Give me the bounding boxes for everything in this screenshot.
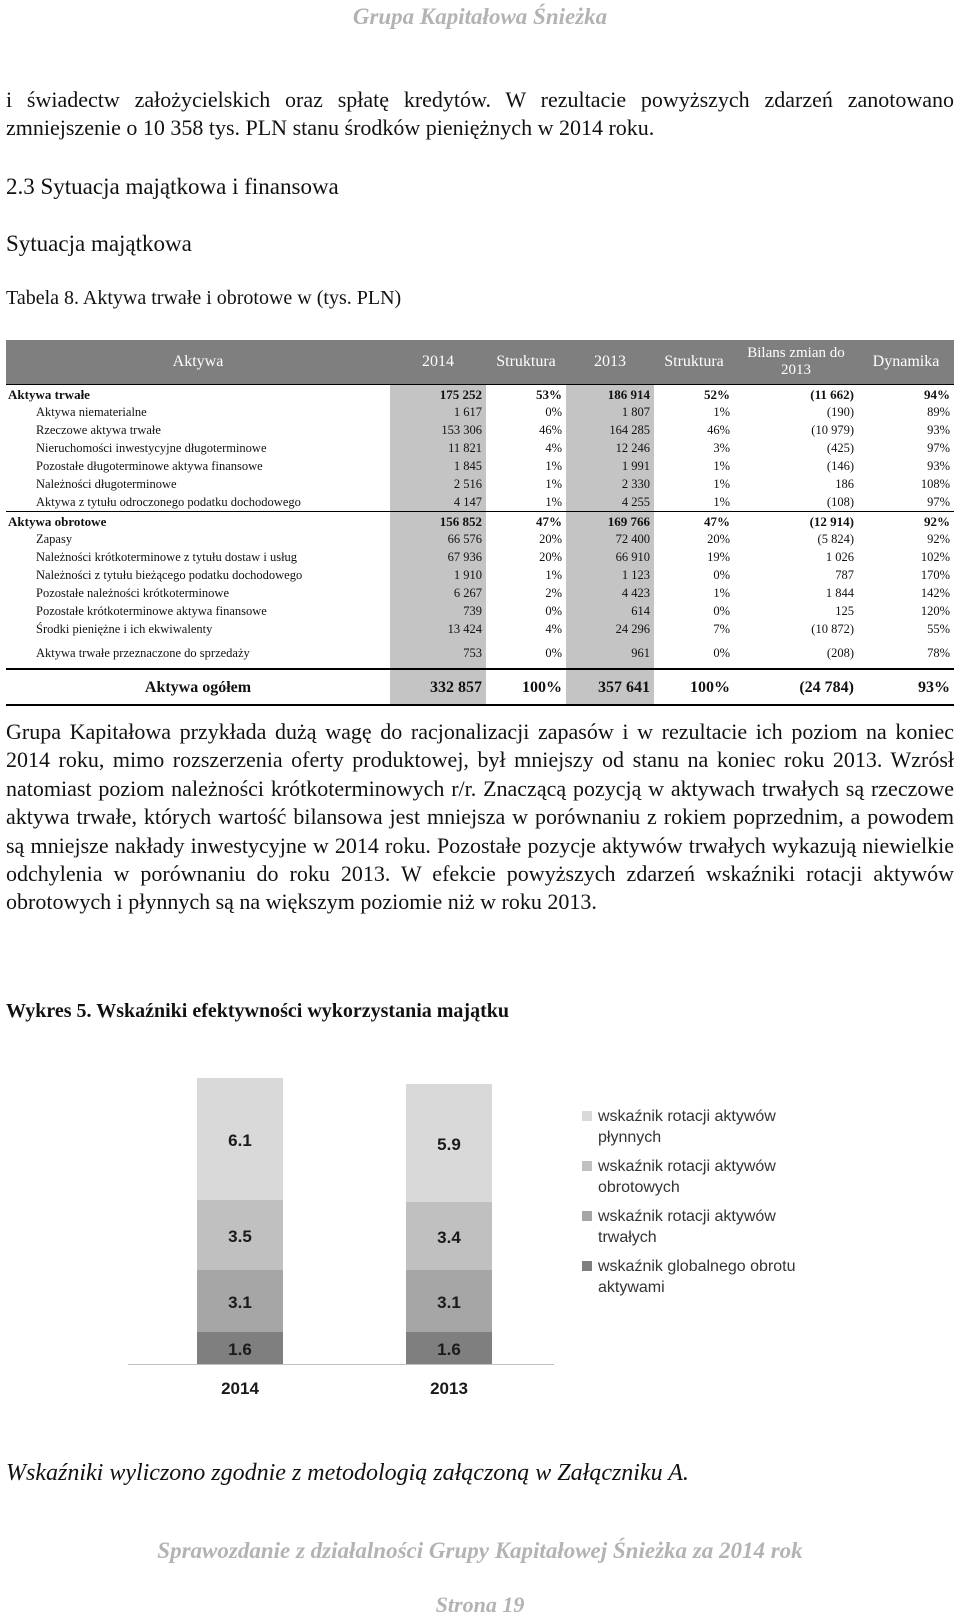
table-cell: 1 807	[566, 403, 654, 421]
header-dynamika: Dynamika	[858, 340, 954, 385]
table-row	[6, 548, 954, 566]
legend-label: wskaźnik rotacji aktywów obrotowych	[598, 1158, 776, 1196]
table-cell: 100%	[654, 669, 734, 705]
table-cell: 175 252	[390, 385, 486, 404]
table-cell: 7%	[713, 621, 730, 636]
table-spacer-row	[6, 662, 954, 669]
table-cell: (146)	[826, 458, 854, 473]
table-cell: (12 914)	[734, 512, 858, 531]
table-cell	[566, 662, 654, 669]
table-cell: 13 424	[390, 620, 486, 638]
table-cell: 156 852	[390, 512, 486, 531]
table-row	[6, 620, 954, 638]
body-paragraph: Grupa Kapitałowa przykłada dużą wagę do racjonalizacji zapasów i w rezultacie ich poziom na koniec 2014 roku, mimo rozszerzenia oferty produktowej, był mniejszy od stanu na koniec roku 2013. Wzrósł natomiast poziom należności krótkoterminowych r/r. Znaczącą pozycją w aktywach trwałych są rzeczowe aktywa trwałe, których wartość bilansowa jest mniejsza w porównaniu z rokiem poprzednim, a powodem są mniejsze nakłady inwestycyjne w 2014 roku. Pozostałe pozycje aktywów trwałych wykazują niewielkie odchylenia w porównaniu do roku 2013. W efekcie powyższych zdarzeń wskaźniki rotacji aktywów obrotowych i płynnych są na większym poziomie niż w roku 2013.	[6, 719, 954, 915]
table-cell	[654, 662, 734, 669]
table-cell: 2 330	[566, 475, 654, 493]
legend-item	[598, 1206, 838, 1248]
table-cell: 89%	[927, 404, 950, 419]
assets-table	[6, 340, 954, 706]
table-cell	[486, 662, 566, 669]
table-cell: 93%	[927, 458, 950, 473]
header-2014: 2014	[390, 340, 486, 385]
table-cell: (190)	[826, 404, 854, 419]
table-cell: 961	[566, 644, 654, 662]
table-cell: 102%	[920, 549, 950, 564]
legend-label: wskaźnik rotacji aktywów płynnych	[598, 1108, 776, 1146]
table-cell: 0%	[545, 645, 562, 660]
table-cell: 2 516	[390, 475, 486, 493]
table-cell: 78%	[927, 645, 950, 660]
table-cell: 739	[390, 602, 486, 620]
table-cell: 1%	[713, 458, 730, 473]
table-cell: Pozostałe krótkoterminowe aktywa finansowe	[36, 603, 267, 618]
legend-item	[598, 1106, 838, 1148]
page-footer: Sprawozdanie z działalności Grupy Kapitałowej Śnieżka za 2014 rok	[157, 1538, 803, 1563]
table-cell: 125	[835, 603, 854, 618]
footnote: Wskaźniki wyliczono zgodnie z metodologią załączoną w Załączniku A.	[6, 1460, 689, 1486]
table-cell: 1 845	[390, 457, 486, 475]
bar-value-label: 1.6	[228, 1340, 252, 1359]
table-cell: 1%	[713, 404, 730, 419]
table-cell: 4%	[545, 440, 562, 455]
table-cell: 1%	[545, 476, 562, 491]
table-caption: Tabela 8. Aktywa trwałe i obrotowe w (tys. PLN)	[6, 287, 402, 309]
intro-paragraph: i świadectw założycielskich oraz spłatę kredytów. W rezultacie powyższych zdarzeń zanotowano zmniejszenie o 10 358 tys. PLN stanu środków pieniężnych w 2014 roku.	[6, 87, 954, 140]
table-cell: 66 576	[390, 530, 486, 548]
table-cell: 47%	[654, 512, 734, 531]
table-row	[6, 530, 954, 548]
table-cell	[6, 662, 390, 669]
table-cell: 186 914	[566, 385, 654, 404]
table-cell: 53%	[486, 385, 566, 404]
table-cell: Zapasy	[36, 531, 73, 546]
table-cell: 47%	[486, 512, 566, 531]
table-cell: 3%	[713, 440, 730, 455]
table-cell: (208)	[826, 645, 854, 660]
table-cell: 1 026	[825, 549, 854, 564]
table-row	[6, 457, 954, 475]
table-cell	[390, 662, 486, 669]
legend-swatch	[582, 1261, 592, 1271]
legend-swatch	[582, 1111, 592, 1121]
table-cell: 142%	[920, 585, 950, 600]
table-cell: 357 641	[566, 669, 654, 705]
table-section-row	[6, 512, 954, 531]
table-cell: 93%	[858, 669, 954, 705]
table-cell: Należności krótkoterminowe z tytułu dostaw i usług	[36, 549, 298, 564]
table-cell: 20%	[539, 549, 562, 564]
table-cell: (108)	[826, 494, 854, 509]
table-cell: 1%	[713, 494, 730, 509]
table-cell: (10 979)	[811, 422, 854, 437]
table-cell: 4 255	[566, 493, 654, 512]
header-aktywa: Aktywa	[6, 340, 390, 385]
table-cell: Należności długoterminowe	[36, 476, 177, 491]
table-cell: (24 784)	[734, 669, 858, 705]
table-cell: 66 910	[566, 548, 654, 566]
table-cell: 12 246	[566, 439, 654, 457]
table-cell: Aktywa trwałe przeznaczone do sprzedaży	[36, 645, 250, 660]
table-cell: 0%	[713, 567, 730, 582]
legend-label: wskaźnik rotacji aktywów trwałych	[598, 1208, 776, 1246]
table-cell: 108%	[920, 476, 950, 491]
table-cell: 1%	[545, 567, 562, 582]
table-cell: 6 267	[390, 584, 486, 602]
table-cell: Pozostałe długoterminowe aktywa finansowe	[36, 458, 263, 473]
table-cell: Aktywa obrotowe	[6, 512, 390, 531]
table-cell: 753	[390, 644, 486, 662]
table-cell: 92%	[858, 512, 954, 531]
header-struktura-2013: Struktura	[654, 340, 734, 385]
table-cell: 614	[566, 602, 654, 620]
page-header-title: Grupa Kapitałowa Śnieżka	[352, 4, 608, 29]
table-cell: Aktywa niematerialne	[36, 404, 147, 419]
table-cell: 55%	[927, 621, 950, 636]
table-cell: 46%	[707, 422, 730, 437]
table-cell: 1%	[713, 476, 730, 491]
table-cell: Aktywa z tytułu odroczonego podatku dochodowego	[36, 494, 301, 509]
table-cell: 1 910	[390, 566, 486, 584]
table-cell: 164 285	[566, 421, 654, 439]
subsection-heading: Sytuacja majątkowa	[6, 231, 192, 256]
legend-label: wskaźnik globalnego obrotu aktywami	[598, 1258, 796, 1296]
header-2013: 2013	[566, 340, 654, 385]
section-heading: 2.3 Sytuacja majątkowa i finansowa	[6, 174, 339, 199]
table-cell: 46%	[539, 422, 562, 437]
table-row	[6, 475, 954, 493]
x-tick-label: 2013	[430, 1379, 468, 1398]
table-row	[6, 403, 954, 421]
table-cell: 2%	[545, 585, 562, 600]
table-cell	[734, 662, 858, 669]
table-cell: (5 824)	[817, 531, 854, 546]
table-cell: 94%	[858, 385, 954, 404]
bar-value-label: 5.9	[437, 1135, 461, 1154]
bar-value-label: 3.4	[437, 1228, 461, 1247]
table-cell: 332 857	[390, 669, 486, 705]
table-cell: 97%	[927, 494, 950, 509]
table-row	[6, 644, 954, 662]
table-cell: (425)	[826, 440, 854, 455]
table-cell: 787	[835, 567, 854, 582]
table-row	[6, 602, 954, 620]
table-cell: 72 400	[566, 530, 654, 548]
table-cell: 4 147	[390, 493, 486, 512]
table-cell: 153 306	[390, 421, 486, 439]
table-cell	[858, 662, 954, 669]
stacked-bar-chart	[0, 1028, 960, 1428]
table-cell: 0%	[713, 603, 730, 618]
table-row	[6, 421, 954, 439]
table-cell: (11 662)	[734, 385, 858, 404]
table-cell: 19%	[707, 549, 730, 564]
table-cell: Aktywa ogółem	[6, 669, 390, 705]
table-row	[6, 439, 954, 457]
legend-swatch	[582, 1211, 592, 1221]
table-cell: 1 617	[390, 403, 486, 421]
bar-value-label: 1.6	[437, 1340, 461, 1359]
table-cell: Aktywa trwałe	[6, 385, 390, 404]
table-cell: 186	[835, 476, 854, 491]
table-cell: 0%	[545, 603, 562, 618]
table-cell: 24 296	[566, 620, 654, 638]
chart-caption: Wykres 5. Wskaźniki efektywności wykorzystania majątku	[6, 1000, 509, 1022]
table-cell: 1 123	[566, 566, 654, 584]
table-total-row	[6, 669, 954, 705]
table-cell: 1%	[545, 458, 562, 473]
table-cell: 120%	[920, 603, 950, 618]
table-cell: 170%	[920, 567, 950, 582]
table-cell: 92%	[927, 531, 950, 546]
table-cell: 11 821	[390, 439, 486, 457]
page-number: Strona 19	[435, 1592, 525, 1617]
table-cell: (10 872)	[811, 621, 854, 636]
bar-value-label: 3.1	[437, 1293, 461, 1312]
table-cell: 20%	[707, 531, 730, 546]
table-cell: 169 766	[566, 512, 654, 531]
table-header-row	[6, 340, 954, 385]
x-tick-label: 2014	[221, 1379, 259, 1398]
table-cell: Nieruchomości inwestycyjne długoterminowe	[36, 440, 267, 455]
bar-value-label: 3.5	[228, 1227, 252, 1246]
table-cell: 52%	[654, 385, 734, 404]
table-cell: 93%	[927, 422, 950, 437]
legend-swatch	[582, 1161, 592, 1171]
table-cell: 4 423	[566, 584, 654, 602]
legend-item	[598, 1256, 838, 1298]
bar-value-label: 3.1	[228, 1293, 252, 1312]
table-row	[6, 584, 954, 602]
table-section-row	[6, 385, 954, 404]
legend-item	[598, 1156, 838, 1198]
table-cell: 0%	[545, 404, 562, 419]
table-cell: Środki pieniężne i ich ekwiwalenty	[36, 621, 213, 636]
table-row	[6, 493, 954, 512]
table-cell: 1%	[713, 585, 730, 600]
table-cell: 1%	[545, 494, 562, 509]
table-cell: Należności z tytułu bieżącego podatku dochodowego	[36, 567, 303, 582]
header-struktura-2014: Struktura	[486, 340, 566, 385]
table-cell: 0%	[713, 645, 730, 660]
table-row	[6, 566, 954, 584]
table-cell: 67 936	[390, 548, 486, 566]
table-cell: 20%	[539, 531, 562, 546]
table-cell: Rzeczowe aktywa trwałe	[36, 422, 161, 437]
table-cell: Pozostałe należności krótkoterminowe	[36, 585, 229, 600]
table-cell: 1 844	[825, 585, 854, 600]
header-bilans-zmian: Bilans zmian do 2013	[734, 340, 858, 385]
table-cell: 1 991	[566, 457, 654, 475]
table-cell: 100%	[486, 669, 566, 705]
table-cell: 4%	[545, 621, 562, 636]
table-cell: 97%	[927, 440, 950, 455]
bar-value-label: 6.1	[228, 1131, 252, 1150]
